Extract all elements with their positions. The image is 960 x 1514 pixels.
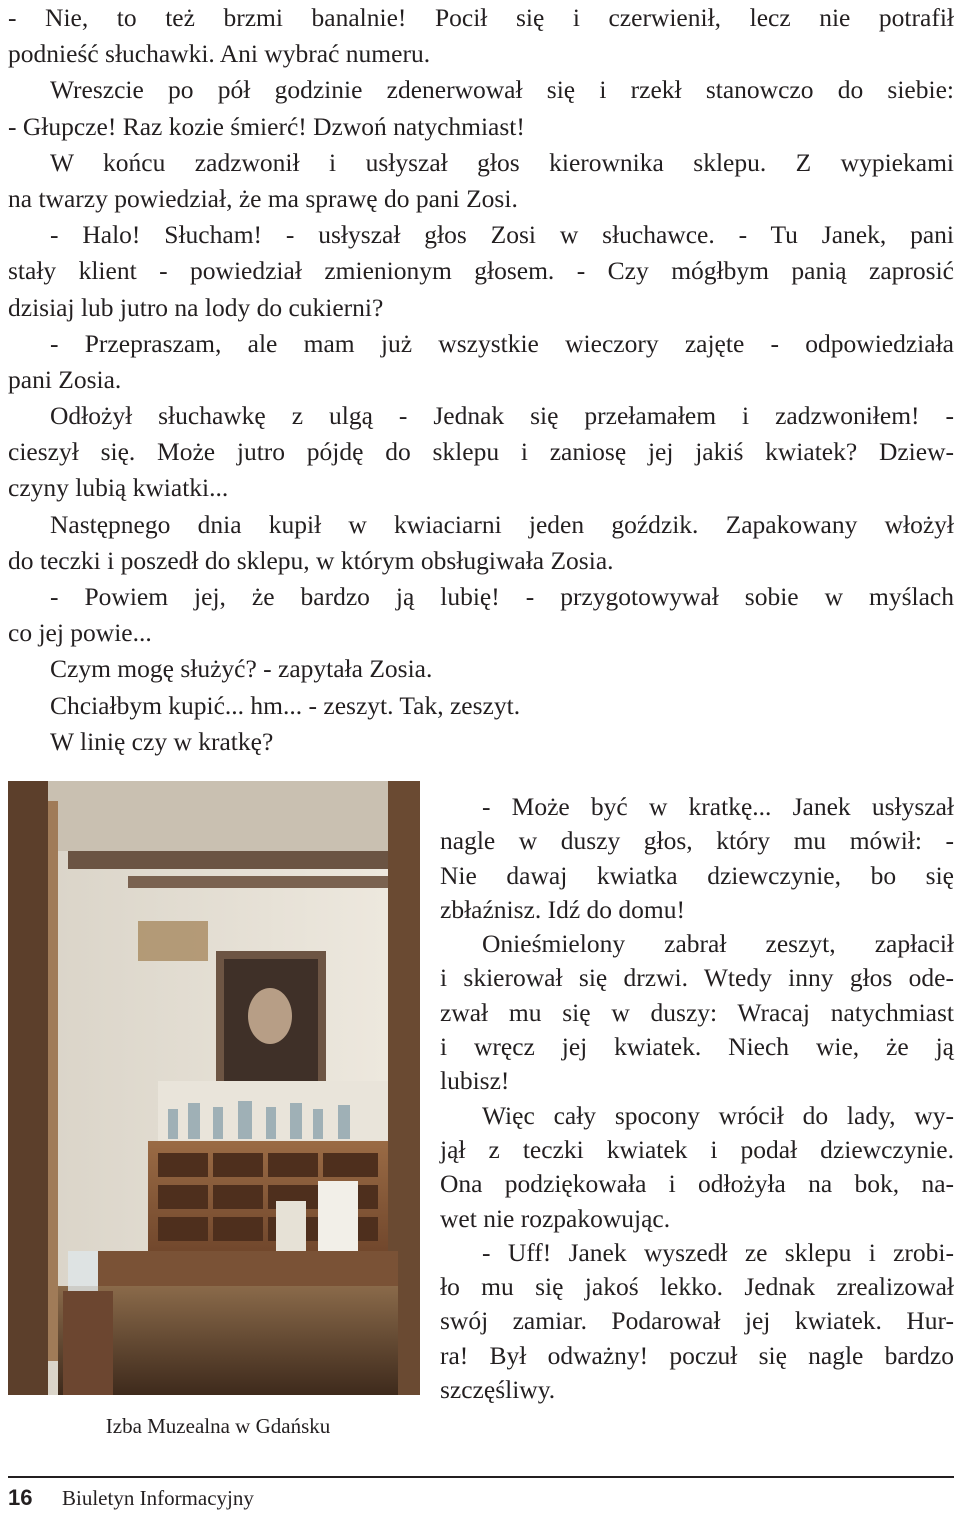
text-line: zwał mu się w duszy: Wracaj natychmiast — [440, 997, 954, 1027]
publication-name: Biuletyn Informacyjny — [62, 1486, 254, 1510]
text-line: Nie dawaj kwiatka dziewczynie, bo się — [440, 860, 954, 890]
text-line: Czym mogę służyć? - zapytała Zosia. — [50, 654, 433, 684]
text-line: W końcu zadzwonił i usłyszał głos kierownika sklepu. Z wypiekami — [50, 147, 954, 177]
text-line: na twarzy powiedział, że ma sprawę do pani Zosi. — [8, 183, 518, 213]
text-line: - Może być w kratkę... Janek usłyszał — [482, 792, 954, 821]
footer-rule — [8, 1476, 954, 1478]
text-line: cieszył się. Może jutro pójdę do sklepu i zaniosę jej jakiś kwiatek? Dziew- — [8, 437, 954, 467]
text-line: stały klient - powiedział zmienionym głosem. - Czy mógłbym panią zaprosić — [8, 256, 954, 286]
text-line: podnieść słuchawki. Ani wybrać numeru. — [8, 39, 431, 69]
text-line: Onieśmielony zabrał zeszyt, zapłacił — [482, 929, 954, 959]
text-line: nagle w duszy głos, który mu mówił: - — [440, 826, 954, 856]
text-line: Ona podziękowała i odłożyła na bok, na- — [440, 1169, 954, 1199]
text-line: swój zamiar. Podarował jej kwiatek. Hur- — [440, 1306, 954, 1336]
text-line: - Uff! Janek wyszedł ze sklepu i zrobi- — [482, 1237, 954, 1267]
text-line: dzisiaj lub jutro na lody do cukierni? — [8, 292, 384, 322]
text-line: wet nie rozpakowując. — [440, 1203, 671, 1233]
text-line: - Powiem jej, że bardzo ją lubię! - przygotowywał sobie w myślach — [50, 582, 954, 611]
text-line: do teczki i poszedł do sklepu, w którym obsługiwała Zosia. — [8, 545, 614, 575]
text-line: i skierował się drzwi. Wtedy inny głos ode- — [440, 963, 954, 993]
text-line: jął z teczki kwiatek i podał dziewczynie. — [440, 1134, 954, 1164]
text-line: szczęśliwy. — [440, 1375, 556, 1405]
text-line: pani Zosia. — [8, 364, 122, 394]
museum-photo — [8, 781, 420, 1395]
text-line: - Przepraszam, ale mam już wszystkie wieczory zajęte - odpowiedziała — [50, 328, 954, 358]
text-line: - Głupcze! Raz kozie śmierć! Dzwoń natychmiast! — [8, 111, 525, 141]
text-line: - Nie, to też brzmi banalnie! Pocił się i czerwienił, lecz nie potrafił — [8, 3, 954, 32]
text-line: ra! Był odważny! poczuł się nagle bardzo — [440, 1340, 954, 1370]
page-number: 16 — [8, 1485, 33, 1510]
text-line: i wręcz jej kwiatek. Niech wie, że ją — [440, 1032, 954, 1062]
text-line: Następnego dnia kupił w kwiaciarni jeden goździk. Zapakowany włożył — [50, 509, 954, 539]
text-line: - Halo! Słucham! - usłyszał głos Zosi w słuchawce. - Tu Janek, pani — [50, 220, 954, 250]
text-line: czyny lubią kwiatki... — [8, 473, 229, 503]
text-line: Odłożył słuchawkę z ulgą - Jednak się przełamałem i zadzwoniłem! - — [50, 401, 954, 431]
text-line: Chciałbym kupić... hm... - zeszyt. Tak, zeszyt. — [50, 690, 521, 720]
article-text-top — [8, 0, 954, 760]
text-line: lubisz! — [440, 1066, 510, 1096]
text-line: Więc cały spocony wrócił do lady, wy- — [482, 1100, 954, 1130]
text-line: zbłaźnisz. Idź do domu! — [440, 894, 686, 924]
photo-caption: Izba Muzealna w Gdańsku — [105, 1414, 331, 1438]
text-line: ło mu się jakoś lekko. Jednak zrealizował — [440, 1272, 954, 1302]
text-line: W linię czy w kratkę? — [50, 726, 274, 756]
article-text-right-column — [440, 790, 954, 1407]
text-line: Wreszcie po pół godzinie zdenerwował się i rzekł stanowczo do siebie: — [50, 75, 954, 105]
text-line: co jej powie... — [8, 618, 152, 648]
